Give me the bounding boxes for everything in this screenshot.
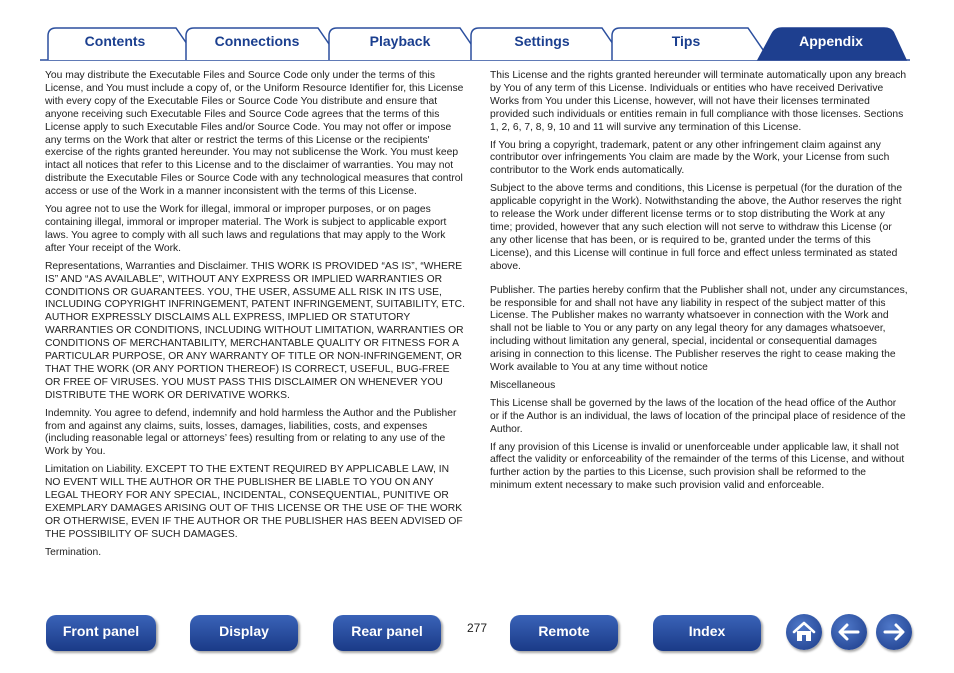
paragraph: Publisher. The parties hereby confirm that the Publisher shall not, under any circumstances, be responsible for and shall not have any liability in respect of the subject matter of this License. The Publisher makes no warranty whatsoever in connection with the Work and shall not be liable to You or any party on any legal theory for any damages whatsoever, including without limitation any general, special, incidental or consequential damages arising in connection to this license. The Publisher reserves the right to cease making the Work available to You at any time without notice	[490, 284, 908, 374]
left-column	[45, 70, 465, 565]
tab-bar	[0, 0, 954, 62]
back-button[interactable]	[831, 614, 867, 650]
tab-tips[interactable]: Tips	[671, 33, 701, 49]
tab-bar-shapes	[0, 0, 954, 62]
arrow-left-icon	[831, 614, 867, 650]
remote-button[interactable]: Remote	[510, 615, 618, 651]
paragraph: This License and the rights granted hereunder will terminate automatically upon any breach by You of any term of this License. Individuals or entities who have received Derivative Works from You under this License, however, will not have their licenses terminated provided such individuals or entities remain in full compliance with those licenses. Sections 1, 2, 6, 7, 8, 9, 10 and 11 will survive any termination of this License.	[490, 70, 907, 133]
page-number: 277	[466, 621, 488, 635]
tab-playback[interactable]: Playback	[369, 33, 431, 49]
paragraph: You agree not to use the Work for illegal, immoral or improper purposes, or on pages containing illegal, immoral or improper material. The Work is subject to applicable export laws. You agree to comply with all such laws and regulations that may apply to the Work after Your receipt of the Work.	[45, 204, 447, 254]
paragraph: Indemnity. You agree to defend, indemnify and hold harmless the Author and the Publisher from and against any claims, suits, losses, damages, liabilities, costs, and expenses (including reasonable legal or attorneys’ fees) resulting from or relating to any use of the Work by You.	[45, 407, 457, 458]
forward-button[interactable]	[876, 614, 912, 650]
paragraph: Subject to the above terms and conditions, this License is perpetual (for the duration of the applicable copyright in the Work). Notwithstanding the above, the Author reserves the right to release the Work under different license terms or to stop distributing the Work at any time; provided, however that any such election will not serve to withdraw this License (or any other license that has been, or is required to be, granted under the terms of this License), and this License will continue in full force and effect unless terminated as stated above.	[490, 183, 903, 272]
paragraph: If any provision of this License is invalid or unenforceable under applicable law, it shall not affect the validity or enforceability of the remainder of the terms of this License, and without further action by the parties to this License, such provision shall be reformed to the minimum extent necessary to make such provision valid and enforceable.	[490, 441, 905, 492]
paragraph: This License shall be governed by the laws of the location of the head office of the Author or if the Author is an individual, the laws of location of the principal place of residence of the Author.	[490, 397, 906, 435]
tab-settings[interactable]: Settings	[514, 33, 570, 49]
front-panel-button[interactable]: Front panel	[46, 615, 156, 651]
arrow-right-icon	[876, 614, 912, 650]
paragraph: You may distribute the Executable Files and Source Code only under the terms of this License, and You must include a copy of, or the Uniform Resource Identifier for, this License with every copy of the Executable Files or Source Code You distribute and ensure that anyone receiving such Executable Files and Source Code agrees that the terms of this License apply to such Executable Files and/or Source Code. You may not offer or impose any terms on the Work that alter or restrict the terms of this License or the recipients' exercise of the rights granted hereunder. You may not sublicense the Work. You must keep intact all notices that refer to this License and to the disclaimer of warranties. You may not distribute the Executable Files or Source Code with any technological measures that control access or use of the Work in a manner inconsistent with the terms of this License.	[45, 70, 464, 198]
home-button[interactable]	[786, 614, 822, 650]
home-icon	[786, 614, 822, 650]
right-column	[490, 70, 908, 498]
tab-appendix[interactable]: Appendix	[799, 33, 863, 49]
rear-panel-button[interactable]: Rear panel	[333, 615, 441, 651]
display-button[interactable]: Display	[190, 615, 298, 651]
paragraph: Termination.	[45, 546, 102, 558]
tab-contents[interactable]: Contents	[84, 33, 146, 49]
index-button[interactable]: Index	[653, 615, 761, 651]
tab-connections[interactable]: Connections	[214, 33, 300, 49]
paragraph: Limitation on Liability. EXCEPT TO THE EXTENT REQUIRED BY APPLICABLE LAW, IN NO EVENT WILL THE AUTHOR OR THE PUBLISHER BE LIABLE TO YOU ON ANY LEGAL THEORY FOR ANY SPECIAL, INCIDENTAL, CONSEQUENTIAL, PUNITIVE OR EXEMPLARY DAMAGES ARISING OUT OF THIS LICENSE OR THE USE OF THE WORK OR OTHERWISE, EVEN IF THE AUTHOR OR THE PUBLISHER HAS BEEN ADVISED OF THE POSSIBILITY OF SUCH DAMAGES.	[45, 464, 463, 540]
paragraph: If You bring a copyright, trademark, patent or any other infringement claim against any contributor over infringements You claim are made by the Work, your License from such contributor to the Work ends automatically.	[490, 139, 890, 177]
paragraph: Representations, Warranties and Disclaimer. THIS WORK IS PROVIDED “AS IS”, “WHERE IS” AND “AS AVAILABLE”, WITHOUT ANY EXPRESS OR IMPLIED WARRANTIES OR CONDITIONS OR GUARANTEES. YOU, THE USER, ASSUME ALL RISK IN ITS USE, INCLUDING COPYRIGHT INFRINGEMENT, PATENT INFRINGEMENT, SUITABILITY, ETC. AUTHOR EXPRESSLY DISCLAIMS ALL EXPRESS, IMPLIED OR STATUTORY WARRANTIES OR CONDITIONS, INCLUDING WITHOUT LIMITATION, WARRANTIES OR CONDITIONS OF MERCHANTABILITY, MERCHANTABLE QUALITY OR FITNESS FOR A PARTICULAR PURPOSE, OR ANY WARRANTY OF TITLE OR NON-INFRINGEMENT, OR THAT THE WORK (OR ANY PORTION THEREOF) IS CORRECT, USEFUL, BUG-FREE OR FREE OF VIRUSES. YOU MUST PASS THIS DISCLAIMER ON WHENEVER YOU DISTRIBUTE THE WORK OR DERIVATIVE WORKS.	[45, 260, 465, 401]
section-heading: Miscellaneous	[490, 379, 556, 391]
